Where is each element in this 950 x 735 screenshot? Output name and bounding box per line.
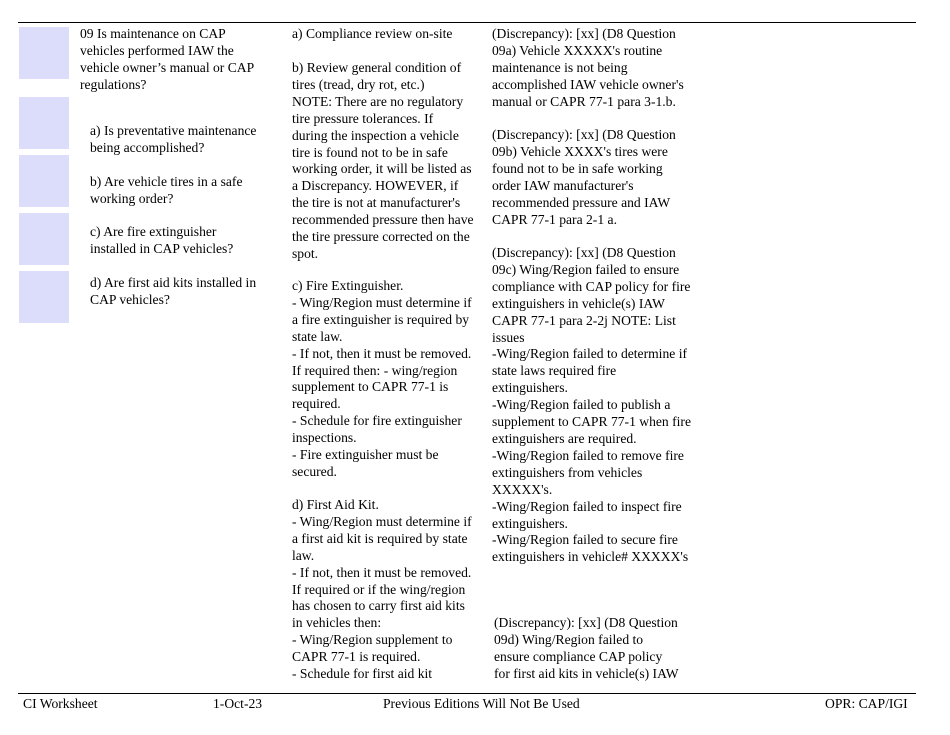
bottom-rule	[18, 693, 916, 694]
discrepancy-d: (Discrepancy): [xx] (D8 Question 09d) Wing/Region failed to ensure compliance CAP policy for first aid kits in vehicle(s) IAW	[494, 615, 679, 681]
footer-worksheet-name: CI Worksheet	[23, 696, 98, 711]
footer-opr: OPR: CAP/IGI	[825, 696, 908, 711]
guidance-b: b) Review general condition of tires (tread, dry rot, etc.) NOTE: There are no regulatory tire pressure tolerances. If during the inspection a vehicle tire is found not to be in safe working order, it will be listed as a Discrepancy. HOWEVER, if the tire is not at manufacturer's recommended pressure then have the tire pressure corrected on the spot.	[292, 60, 474, 261]
checkbox-b[interactable]	[19, 155, 69, 207]
discrepancy-c: (Discrepancy): [xx] (D8 Question 09c) Wing/Region failed to ensure compliance with CAP policy for fire extinguishers in vehicle(s) IAW CAPR 77-1 para 2-2j NOTE: List issues -Wing/Region failed to determine if state laws required fire extinguishers. -Wing/Region failed to publish a supplement to CAPR 77-1 when fire extinguishers are required. -Wing/Region failed to remove fire extinguishers from vehicles XXXXX's. -Wing/Region failed to inspect fire extinguishers. -Wing/Region failed to secure fire extinguishers in vehicle# XXXXX's	[492, 245, 691, 565]
checkbox-c[interactable]	[19, 213, 69, 265]
question-a: a) Is preventative maintenance being accomplished?	[90, 123, 257, 155]
guidance-a: a) Compliance review on-site	[292, 26, 453, 41]
checkbox-main[interactable]	[19, 27, 69, 79]
checkbox-a[interactable]	[19, 97, 69, 149]
top-rule	[18, 22, 916, 23]
question-c: c) Are fire extinguisher installed in CAP vehicles?	[90, 224, 234, 256]
discrepancy-a: (Discrepancy): [xx] (D8 Question 09a) Vehicle XXXXX's routine maintenance is not being accomplished IAW vehicle owner's manual or CAPR 77-1 para 3-1.b.	[492, 26, 684, 109]
guidance-d: d) First Aid Kit. - Wing/Region must determine if a first aid kit is required by state law. - If not, then it must be removed. If required or if the wing/region has chosen to carry first aid kits in vehicles then: - Wing/Region supplement to CAPR 77-1 is required. - Schedule for first aid kit	[292, 497, 472, 682]
guidance-c: c) Fire Extinguisher. - Wing/Region must determine if a fire extinguisher is required by state law. - If not, then it must be removed. If required then: - wing/region supplement to CAPR 77-1 is required. - Schedule for fire extinguisher inspections. - Fire extinguisher must be secured.	[292, 278, 472, 479]
footer-editions-note: Previous Editions Will Not Be Used	[383, 696, 580, 711]
question-d: d) Are first aid kits installed in CAP vehicles?	[90, 275, 257, 307]
question-main: 09 Is maintenance on CAP vehicles performed IAW the vehicle owner’s manual or CAP regulations?	[80, 26, 255, 92]
checkbox-d[interactable]	[19, 271, 69, 323]
discrepancy-b: (Discrepancy): [xx] (D8 Question 09b) Vehicle XXXX's tires were found not to be in safe working order IAW manufacturer's recommended pressure and IAW CAPR 77-1 para 2-1 a.	[492, 127, 676, 227]
question-b: b) Are vehicle tires in a safe working order?	[90, 174, 243, 206]
footer-date: 1-Oct-23	[213, 696, 263, 711]
